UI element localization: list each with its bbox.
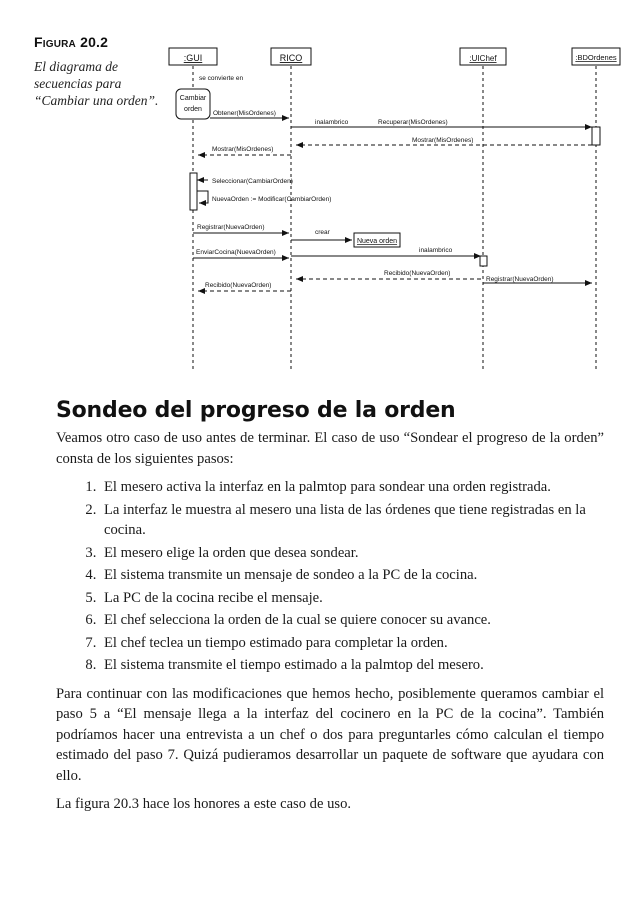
paragraph-2: Para continuar con las modificaciones que hemos hecho, posiblemente queramos cambiar el paso 5 a “El mensaje llega a la interfaz del cocinero en la PC de la cocina”. También podríamos hacer una entrevista a un chef o dos para preguntarles cómo calculan el tiempo estimado del paso 7. Quizá pudieramos desarrollar un paquete de software que ayudara con ello. — [56, 685, 604, 784]
list-item: 5. La PC de la cocina recibe el mensaje. — [100, 588, 604, 609]
msg-recibido-2: Recibido(NuevaOrden) — [205, 282, 272, 289]
paragraph-3: La figura 20.3 hace los honores a este caso de uso. — [56, 796, 352, 812]
msg-mostrar-2: Mostrar(MisOrdenes) — [212, 146, 274, 153]
svg-text:Cambiar: Cambiar — [179, 95, 207, 102]
msg-registrar-1: Registrar(NuevaOrden) — [197, 224, 265, 231]
msg-seleccionar: Seleccionar(CambiarOrden) — [212, 178, 293, 185]
msg-registrar-2: Registrar(NuevaOrden) — [486, 276, 554, 283]
object-rico — [271, 48, 311, 65]
svg-text:orden: orden — [184, 106, 202, 113]
steps-list — [56, 477, 604, 676]
list-item: 4. El sistema transmite un mensaje de sondeo a la PC de la cocina. — [100, 565, 604, 586]
object-rico-label: RICO — [279, 53, 303, 63]
list-item: 8. El sistema transmite el tiempo estimado a la palmtop del mesero. — [100, 655, 604, 676]
activation-uichef — [480, 256, 487, 266]
object-bdordenes-label: :BDOrdenes — [575, 53, 617, 62]
msg-crear: crear — [315, 229, 330, 236]
activation-gui — [190, 173, 197, 210]
intro-paragraph: Veamos otro caso de uso antes de terminar. El caso de uso “Sondear el progreso de la orden” consta de los siguientes pasos: — [56, 430, 604, 467]
object-gui — [169, 48, 217, 65]
object-uichef — [460, 48, 506, 65]
object-nueva-orden — [354, 233, 400, 247]
msg-recibido-1: Recibido(NuevaOrden) — [384, 270, 451, 277]
msg-inalambrico-1: inalambrico — [315, 119, 349, 126]
figure-label-number: 20.2 — [80, 34, 109, 50]
list-item: 2. La interfaz le muestra al mesero una lista de las órdenes que tiene registradas en la cocina. — [100, 500, 604, 541]
figure-caption: El diagrama de secuencias para “Cambiar una orden”. — [34, 59, 159, 108]
msg-se-convierte-en: se convierte en — [199, 75, 244, 82]
sequence-diagram — [0, 0, 638, 380]
section-title: Sondeo del progreso de la orden — [56, 398, 456, 423]
list-item: 7. El chef teclea un tiempo estimado para completar la orden. — [100, 633, 604, 654]
msg-obtener: Obtener(MisOrdenes) — [213, 110, 276, 117]
msg-mostrar-1: Mostrar(MisOrdenes) — [412, 137, 474, 144]
msg-inalambrico-2: inalambrico — [419, 247, 453, 254]
msg-enviar-cocina: EnviarCocina(NuevaOrden) — [196, 249, 276, 256]
msg-recuperar: Recuperar(MisOrdenes) — [378, 119, 448, 126]
list-item: 6. El chef selecciona la orden de la cual se quiere conocer su avance. — [100, 610, 604, 631]
object-gui-label: :GUI — [183, 53, 203, 63]
cambiar-orden-state — [176, 89, 210, 119]
figure-label-word: Figura — [34, 34, 76, 50]
msg-nueva-orden-modificar: NuevaOrden := Modificar(CambiarOrden) — [212, 196, 332, 203]
list-item: 3. El mesero elige la orden que desea sondear. — [100, 543, 604, 564]
list-item: 1. El mesero activa la interfaz en la palmtop para sondear una orden registrada. — [100, 477, 604, 498]
object-uichef-label: :UIChef — [469, 54, 497, 63]
activation-bdordenes — [592, 127, 600, 145]
arrow-nueva-orden — [197, 191, 208, 203]
object-nueva-orden-label: Nueva orden — [356, 238, 398, 245]
object-bdordenes — [572, 48, 620, 65]
body-text — [56, 428, 604, 823]
